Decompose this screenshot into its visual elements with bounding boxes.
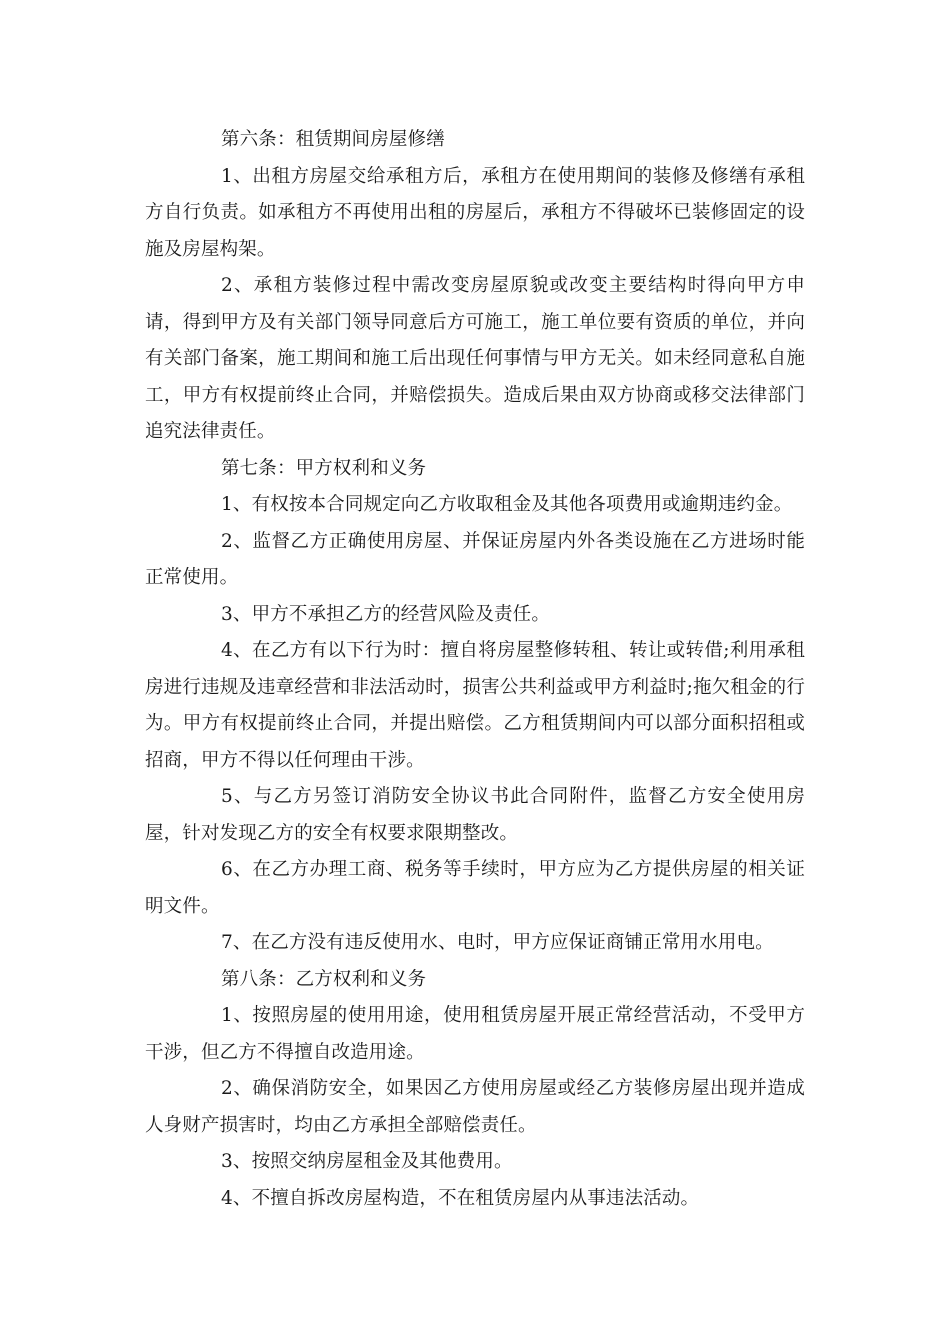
section-heading: 第六条：租赁期间房屋修缮 <box>221 129 445 150</box>
section-heading: 第八条：乙方权利和义务 <box>221 968 427 990</box>
paragraph: 1、按照房屋的使用用途，使用租赁房屋开展正常经营活动，不受甲方干涉，但乙方不得擅自改造用途。 <box>145 1005 805 1063</box>
paragraph: 3、甲方不承担乙方的经营风险及责任。 <box>221 603 550 625</box>
paragraph: 7、在乙方没有违反使用水、电时，甲方应保证商铺正常用水用电。 <box>221 932 774 953</box>
paragraph: 3、按照交纳房屋租金及其他费用。 <box>221 1151 513 1172</box>
section-heading: 第七条：甲方权利和义务 <box>221 457 427 479</box>
paragraph: 4、在乙方有以下行为时：擅自将房屋整修转租、转让或转借;利用承租房进行违规及违章经营和非法活动时，损害公共利益或甲方利益时;拖欠租金的行为。甲方有权提前终止合同，并提出赔偿。乙方租赁期间内可以部分面积招租或招商，甲方不得以任何理由干涉。 <box>145 640 805 771</box>
paragraph: 1、出租方房屋交给承租方后，承租方在使用期间的装修及修缮有承租方自行负责。如承租方不再使用出租的房屋后，承租方不得破坏已装修固定的设施及房屋构架。 <box>145 165 805 260</box>
paragraph: 5、与乙方另签订消防安全协议书此合同附件，监督乙方安全使用房屋，针对发现乙方的安全有权要求限期整改。 <box>145 786 805 844</box>
paragraph: 2、监督乙方正确使用房屋、并保证房屋内外各类设施在乙方进场时能正常使用。 <box>145 530 805 588</box>
section-article-6 <box>145 122 805 451</box>
paragraph: 6、在乙方办理工商、税务等手续时，甲方应为乙方提供房屋的相关证明文件。 <box>145 859 805 917</box>
paragraph: 1、有权按本合同规定向乙方收取租金及其他各项费用或逾期违约金。 <box>221 494 793 515</box>
section-article-7 <box>145 451 805 962</box>
paragraph: 2、确保消防安全，如果因乙方使用房屋或经乙方装修房屋出现并造成人身财产损害时，均由乙方承担全部赔偿责任。 <box>145 1078 805 1136</box>
paragraph: 4、不擅自拆改房屋构造，不在租赁房屋内从事违法活动。 <box>221 1187 700 1209</box>
document-page <box>145 122 805 1217</box>
paragraph: 2、承租方装修过程中需改变房屋原貌或改变主要结构时得向甲方申请，得到甲方及有关部门领导同意后方可施工，施工单位要有资质的单位，并向有关部门备案，施工期间和施工后出现任何事情与甲方无关。如未经同意私自施工，甲方有权提前终止合同，并赔偿损失。造成后果由双方协商或移交法律部门追究法律责任。 <box>145 275 805 442</box>
section-article-8 <box>145 962 805 1218</box>
